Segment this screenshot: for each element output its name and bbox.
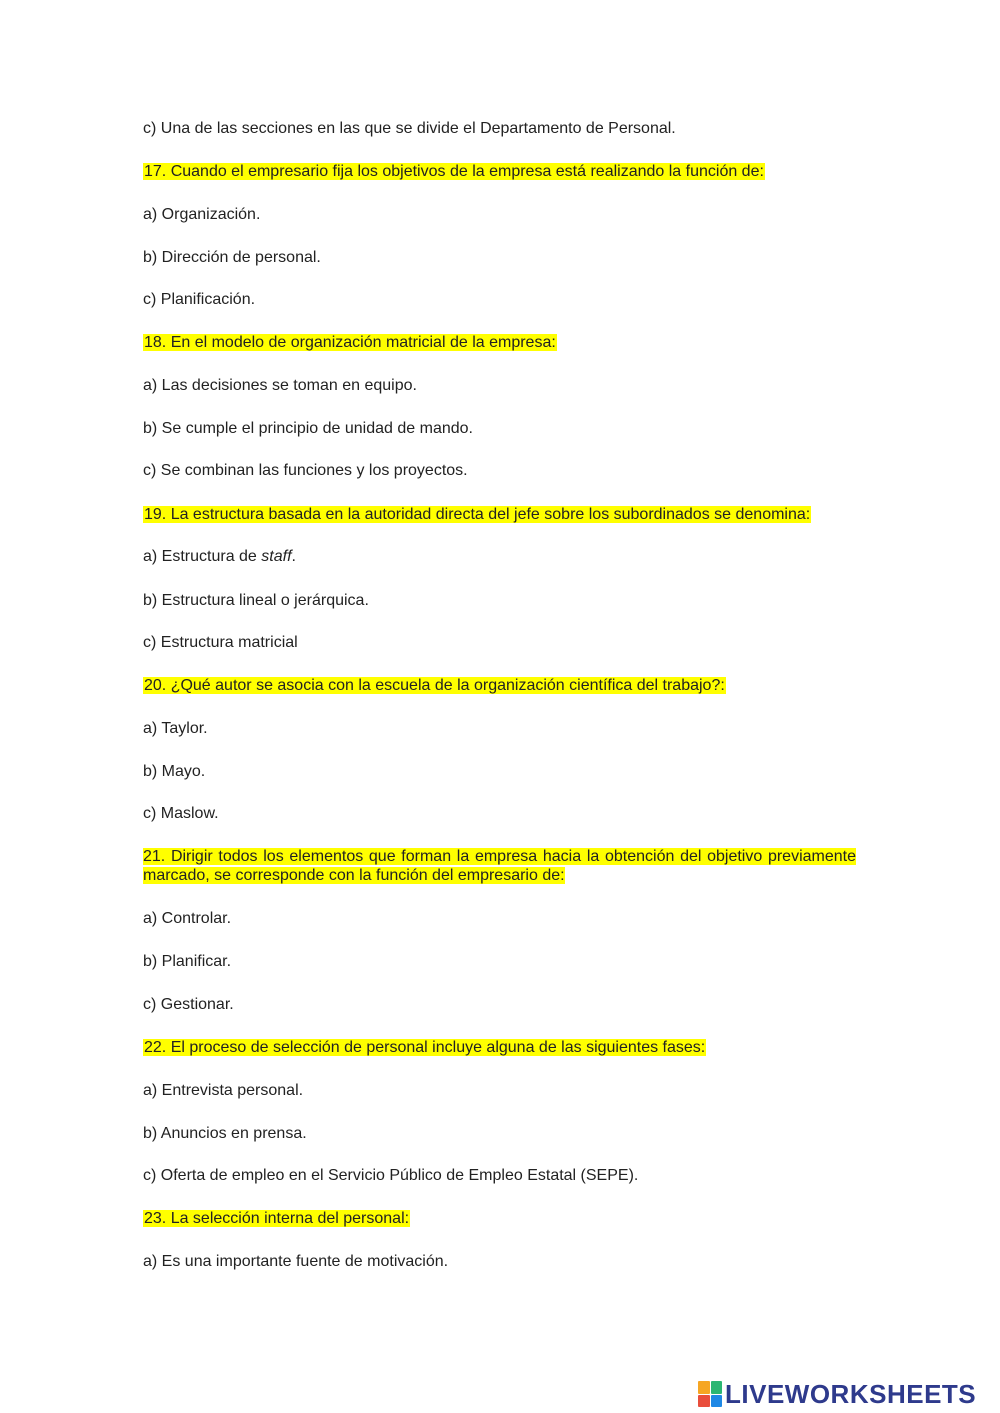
logo-tile	[711, 1395, 723, 1408]
question-text: 20. ¿Qué autor se asocia con la escuela de la organización científica del trabajo?:	[144, 677, 725, 694]
answer-option: a) Taylor.	[143, 720, 208, 737]
answer-option: b) Mayo.	[143, 763, 206, 780]
answer-option: c) Se combinan las funciones y los proyectos.	[143, 462, 468, 479]
question-22	[143, 1038, 706, 1057]
question-text: 22. El proceso de selección de personal incluye alguna de las siguientes fases:	[144, 1039, 706, 1056]
answer-option: a) Las decisiones se toman en equipo.	[143, 377, 417, 394]
question-text: 19. La estructura basada en la autoridad directa del jefe sobre los subordinados se denomina:	[144, 506, 811, 523]
answer-option: b) Dirección de personal.	[143, 249, 321, 266]
logo-tile	[698, 1381, 710, 1394]
question-19	[143, 505, 811, 524]
question-text: 17. Cuando el empresario fija los objetivos de la empresa está realizando la función de:	[144, 163, 764, 180]
answer-option: a) Controlar.	[143, 910, 232, 927]
answer-option: b) Anuncios en prensa.	[143, 1125, 307, 1142]
answer-option: c) Una de las secciones en las que se divide el Departamento de Personal.	[143, 120, 676, 137]
answer-option: b) Planificar.	[143, 953, 232, 970]
question-21	[143, 847, 856, 885]
logo-tile	[698, 1395, 710, 1408]
answer-option: b) Se cumple el principio de unidad de mando.	[143, 420, 473, 437]
answer-option: c) Maslow.	[143, 805, 219, 822]
liveworksheets-logo-icon	[698, 1381, 722, 1407]
answer-text: .	[291, 548, 296, 565]
answer-option: c) Planificación.	[143, 291, 256, 308]
question-text: 21. Dirigir todos los elementos que forman la empresa hacia la obtención del objetivo previamente marcado, se corresponde con la función del empresario de:	[143, 848, 856, 884]
question-18	[143, 333, 557, 352]
logo-text: LIVEWORKSHEETS	[725, 1378, 977, 1409]
answer-option: a) Entrevista personal.	[143, 1082, 304, 1099]
question-20	[143, 676, 726, 695]
answer-option: c) Estructura matricial	[143, 634, 298, 651]
question-text: 23. La selección interna del personal:	[144, 1210, 410, 1227]
answer-option: c) Gestionar.	[143, 996, 234, 1013]
answer-option: a) Organización.	[143, 206, 261, 223]
answer-text: a) Estructura de	[143, 548, 262, 565]
liveworksheets-logo[interactable]	[698, 1380, 976, 1408]
answer-option: a) Es una importante fuente de motivación.	[143, 1253, 449, 1270]
answer-option	[143, 547, 296, 566]
question-17	[143, 162, 765, 181]
logo-tile	[711, 1381, 723, 1394]
question-23	[143, 1209, 410, 1228]
question-text: 18. En el modelo de organización matricial de la empresa:	[144, 334, 556, 351]
answer-option: c) Oferta de empleo en el Servicio Público de Empleo Estatal (SEPE).	[143, 1167, 639, 1184]
answer-option: b) Estructura lineal o jerárquica.	[143, 592, 369, 609]
answer-italic-term: staff	[261, 548, 292, 565]
